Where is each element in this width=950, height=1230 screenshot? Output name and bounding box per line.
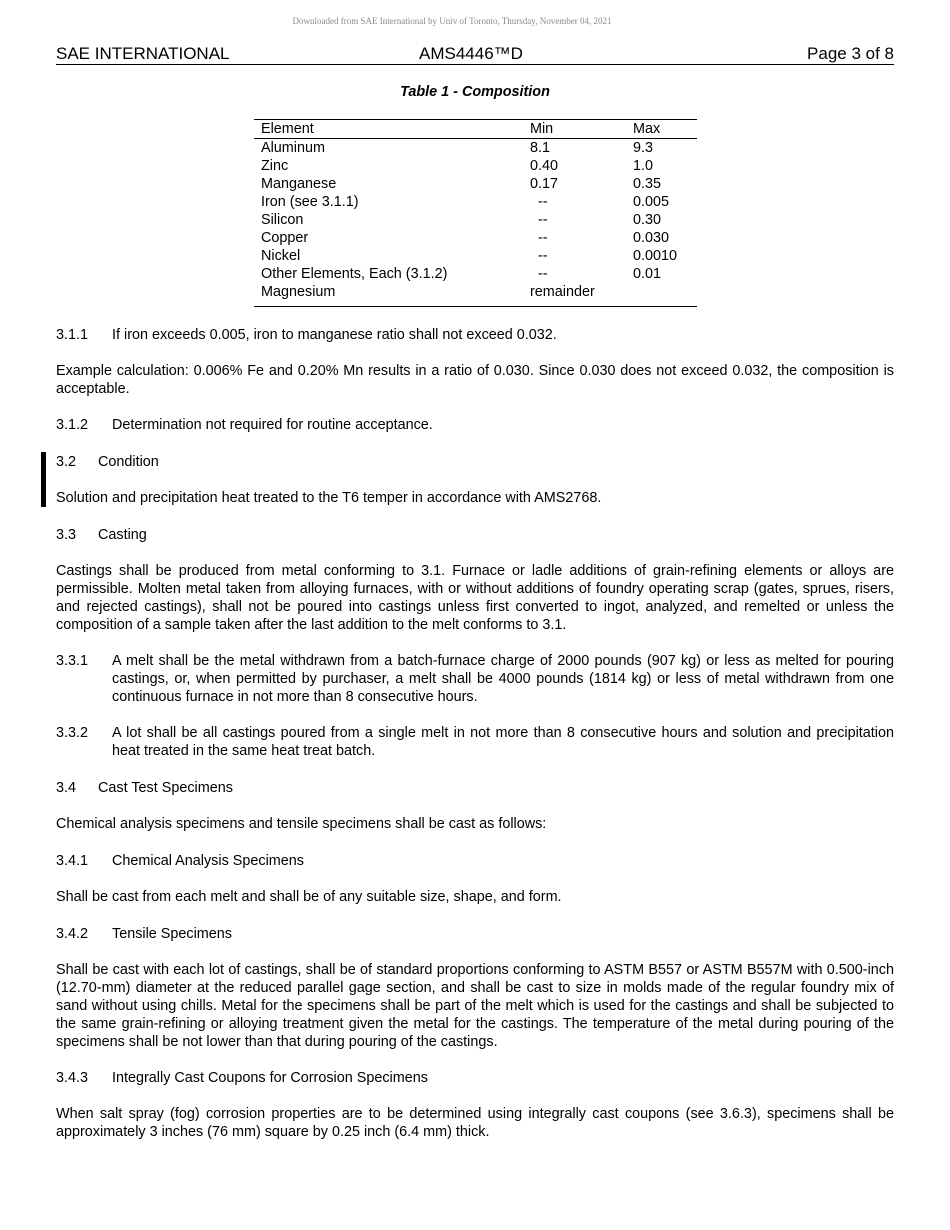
column-header: Element	[261, 121, 314, 137]
specimens-paragraph: Chemical analysis specimens and tensile specimens shall be cast as follows:	[56, 816, 547, 832]
max-cell: 0.30	[633, 212, 662, 228]
clause-text: A lot shall be all castings poured from a single melt in not more than 8 consecutive hours and solution and precipitation heat treated in the same heat treat batch.	[112, 725, 894, 759]
page-number: Page 3 of 8	[807, 44, 894, 63]
table-row	[254, 139, 697, 157]
element-cell: Nickel	[261, 248, 301, 264]
table-row	[254, 175, 697, 193]
min-cell: --	[538, 266, 548, 282]
section-number: 3.4	[56, 780, 77, 796]
clause-text: A melt shall be the metal withdrawn from a batch-furnace charge of 2000 pounds (907 kg) or less as melted for pouring castings, or, when permitted by purchaser, a melt shall be 4000 pounds (1814 kg) or less of metal withdrawn from one continuous furnace in not more than 8 consecutive hours.	[112, 653, 894, 705]
table-row	[254, 247, 697, 265]
table-row	[254, 229, 697, 247]
section-number: 3.3	[56, 527, 77, 543]
section-title: Cast Test Specimens	[98, 780, 233, 796]
tensile-specimens-paragraph: Shall be cast with each lot of castings, shall be of standard proportions conforming to ASTM B557 or ASTM B557M with 0.500-inch (12.70-mm) diameter at the reduced parallel gage section, and shall be cast to size in molds made of the regular foundry mix of sand without using chills. Metal for the specimens shall be part of the melt which is used for the castings and shall be subjected to the same grain-refining or alloying treatment given the metal for the castings. The temperature of the metal during pouring of the specimens shall be not lower than that during pouring of the castings.	[56, 962, 894, 1050]
table-row	[254, 193, 697, 211]
clause-3-4-2-heading	[56, 925, 894, 943]
min-cell: remainder	[530, 284, 595, 300]
max-cell: 0.0010	[633, 248, 678, 264]
clause-number: 3.1.1	[56, 327, 89, 343]
table-row	[254, 157, 697, 175]
clause-number: 3.4.3	[56, 1070, 89, 1086]
clause-3-4-3-heading	[56, 1069, 894, 1087]
clause-number: 3.1.2	[56, 417, 89, 433]
element-cell: Iron (see 3.1.1)	[261, 194, 359, 210]
table-row	[254, 265, 697, 283]
min-cell: 8.1	[530, 140, 551, 156]
clause-number: 3.3.1	[56, 653, 89, 669]
corrosion-specimens-paragraph: When salt spray (fog) corrosion properties are to be determined using integrally cast coupons (see 3.6.3), specimens shall be approximately 3 inches (76 mm) square by 0.25 inch (6.4 mm) thick.	[56, 1106, 894, 1140]
section-3-2-heading	[56, 453, 894, 471]
min-cell: 0.40	[530, 158, 559, 174]
table-caption: Table 1 - Composition	[400, 84, 550, 100]
clause-number: 3.3.2	[56, 725, 89, 741]
clause-text: If iron exceeds 0.005, iron to manganese ratio shall not exceed 0.032.	[112, 327, 557, 343]
clause-3-1-1	[56, 326, 894, 344]
section-title: Casting	[98, 527, 147, 543]
min-cell: --	[538, 230, 548, 246]
chemical-specimens-paragraph: Shall be cast from each melt and shall be of any suitable size, shape, and form.	[56, 889, 562, 905]
element-cell: Silicon	[261, 212, 304, 228]
publisher-name: SAE INTERNATIONAL	[56, 44, 230, 63]
min-cell: --	[538, 212, 548, 228]
document-number: AMS4446™D	[419, 44, 523, 63]
clause-number: 3.4.2	[56, 926, 89, 942]
download-notice: Downloaded from SAE International by Univ of Toronto, Thursday, November 04, 2021	[292, 16, 612, 26]
min-cell: 0.17	[530, 176, 559, 192]
section-3-3-heading	[56, 526, 894, 544]
section-3-4-heading	[56, 779, 894, 797]
casting-paragraph: Castings shall be produced from metal conforming to 3.1. Furnace or ladle additions of grain-refining elements or alloys are permissible. Molten metal taken from alloying furnaces, with or without additions of foundry operating scrap (gates, sprues, risers, and rejected castings), shall not be poured into castings unless first converted to ingot, analyzed, and remelted or unless the composition of a sample taken after the last addition to the melt conforms to 3.1.	[56, 563, 894, 633]
element-cell: Aluminum	[261, 140, 325, 156]
clause-title: Chemical Analysis Specimens	[112, 853, 304, 869]
condition-paragraph: Solution and precipitation heat treated to the T6 temper in accordance with AMS2768.	[56, 490, 602, 506]
clause-3-4-1-heading	[56, 852, 894, 870]
clause-text: Determination not required for routine acceptance.	[112, 417, 433, 433]
table-row	[254, 211, 697, 229]
table-header-row	[254, 120, 697, 138]
section-number: 3.2	[56, 454, 77, 470]
clause-number: 3.4.1	[56, 853, 89, 869]
max-cell: 9.3	[633, 140, 654, 156]
example-paragraph: Example calculation: 0.006% Fe and 0.20% Mn results in a ratio of 0.030. Since 0.030 does not exceed 0.032, the composition is acceptable.	[56, 363, 894, 397]
page-header	[56, 44, 894, 65]
max-cell: 0.030	[633, 230, 670, 246]
clause-3-3-1	[56, 652, 894, 706]
change-bar	[41, 452, 46, 507]
section-title: Condition	[98, 454, 159, 470]
element-cell: Magnesium	[261, 284, 336, 300]
max-cell: 0.01	[633, 266, 662, 282]
clause-title: Integrally Cast Coupons for Corrosion Specimens	[112, 1070, 428, 1086]
table-bottom-rule	[254, 306, 697, 307]
clause-3-1-2	[56, 416, 894, 434]
min-cell: --	[538, 248, 548, 264]
clause-3-3-2	[56, 724, 894, 760]
element-cell: Other Elements, Each (3.1.2)	[261, 266, 448, 282]
table-row	[254, 283, 697, 301]
element-cell: Zinc	[261, 158, 289, 174]
element-cell: Manganese	[261, 176, 337, 192]
element-cell: Copper	[261, 230, 309, 246]
max-cell: 1.0	[633, 158, 654, 174]
max-cell: 0.005	[633, 194, 670, 210]
clause-title: Tensile Specimens	[112, 926, 232, 942]
column-header: Min	[530, 121, 554, 137]
column-header: Max	[633, 121, 661, 137]
min-cell: --	[538, 194, 548, 210]
max-cell: 0.35	[633, 176, 662, 192]
